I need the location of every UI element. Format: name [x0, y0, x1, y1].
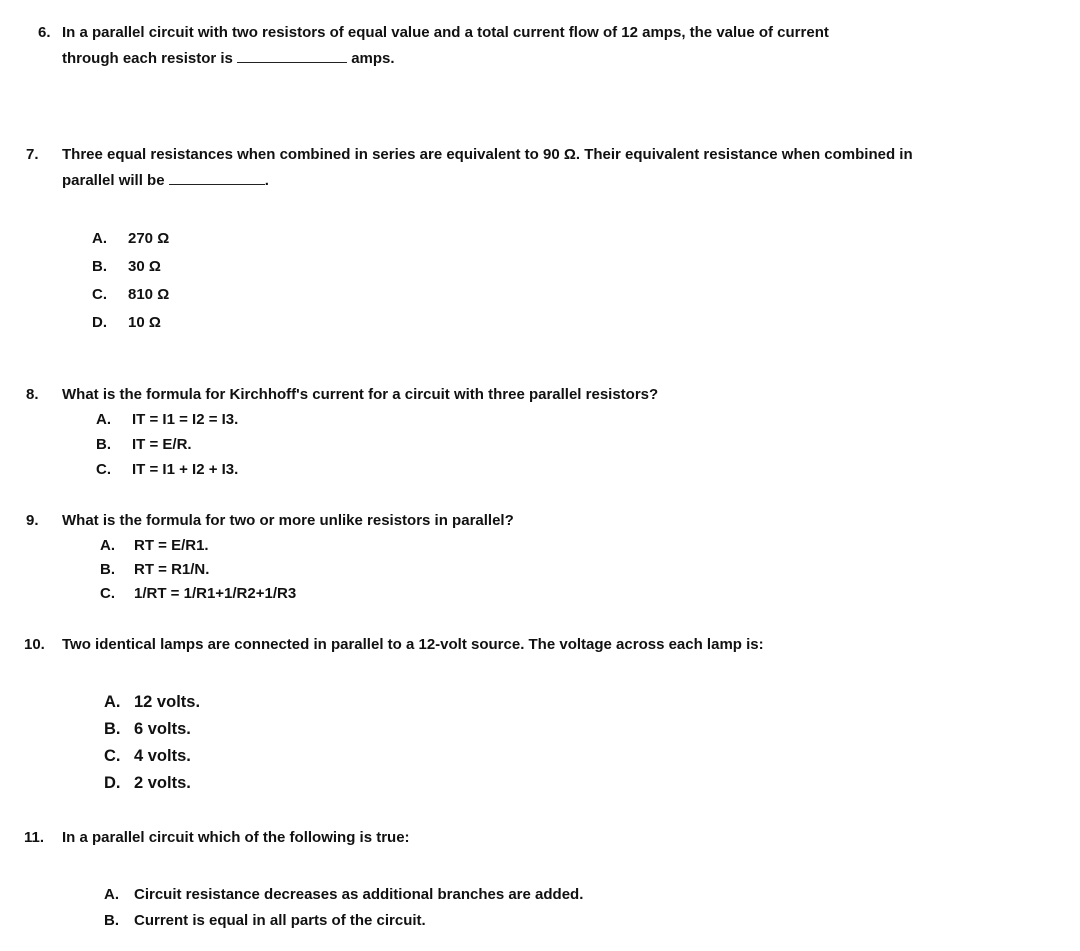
- option-letter: B.: [92, 258, 107, 275]
- option-text: IT = I1 + I2 + I3.: [132, 461, 239, 478]
- option-a: [96, 411, 238, 428]
- option-c: [96, 461, 238, 478]
- option-text: Current is equal in all parts of the circuit.: [134, 912, 426, 929]
- option-a: [104, 693, 200, 712]
- option-letter: A.: [104, 886, 119, 903]
- answer-blank: [237, 50, 347, 63]
- option-letter: D.: [104, 774, 121, 792]
- question-number: 9.: [26, 512, 39, 529]
- question-text: What is the formula for Kirchhoff's current for a circuit with three parallel resistors?: [62, 386, 659, 403]
- option-b: [104, 720, 191, 739]
- option-text: IT = E/R.: [132, 436, 192, 453]
- option-letter: B.: [104, 912, 119, 929]
- option-a: [92, 230, 169, 247]
- option-letter: C.: [92, 286, 107, 303]
- question-text: Three equal resistances when combined in series are equivalent to 90 Ω. Their equivalent resistance when combined in: [62, 146, 913, 163]
- option-letter: A.: [96, 411, 111, 428]
- question-text-after-blank: amps.: [351, 50, 395, 67]
- option-letter: A.: [92, 230, 107, 247]
- option-c: [92, 286, 169, 303]
- question-text-before-blank: through each resistor is: [62, 50, 233, 67]
- question-text: Two identical lamps are connected in parallel to a 12-volt source. The voltage across each lamp is:: [62, 636, 764, 653]
- question-number: 10.: [24, 636, 45, 653]
- option-b: [96, 436, 192, 453]
- option-text: 10 Ω: [128, 314, 161, 331]
- option-text: IT = I1 = I2 = I3.: [132, 411, 239, 428]
- question-number: 7.: [26, 146, 39, 163]
- option-a: [100, 537, 209, 554]
- option-letter: C.: [96, 461, 111, 478]
- question-text-line2: [62, 50, 395, 67]
- option-letter: D.: [92, 314, 107, 331]
- question-text-after-blank: .: [264, 172, 269, 189]
- option-a: [104, 886, 583, 903]
- question-text-line2: [62, 172, 269, 189]
- option-text: Circuit resistance decreases as additional branches are added.: [134, 886, 584, 903]
- option-b: [100, 561, 209, 578]
- question-text-before-blank: parallel will be: [62, 172, 165, 189]
- option-text: 810 Ω: [128, 286, 170, 303]
- option-b: [104, 912, 426, 929]
- option-b: [92, 258, 161, 275]
- option-letter: B.: [96, 436, 111, 453]
- question-number: 8.: [26, 386, 39, 403]
- option-text: RT = R1/N.: [134, 561, 210, 578]
- option-text: 4 volts.: [134, 747, 191, 765]
- option-text: 2 volts.: [134, 774, 191, 792]
- answer-blank: [169, 172, 265, 185]
- option-text: RT = E/R1.: [134, 537, 209, 554]
- option-c: [100, 585, 296, 602]
- option-letter: B.: [104, 720, 121, 738]
- option-text: 30 Ω: [128, 258, 161, 275]
- option-d: [92, 314, 161, 331]
- option-letter: A.: [104, 693, 121, 711]
- option-d: [104, 774, 191, 793]
- option-text: 1/RT = 1/R1+1/R2+1/R3: [134, 585, 297, 602]
- option-letter: B.: [100, 561, 115, 578]
- option-text: 270 Ω: [128, 230, 170, 247]
- question-number: 6.: [38, 24, 51, 41]
- option-letter: C.: [100, 585, 115, 602]
- option-text: 6 volts.: [134, 720, 191, 738]
- option-c: [104, 747, 191, 766]
- question-text: What is the formula for two or more unlike resistors in parallel?: [62, 512, 514, 529]
- option-letter: A.: [100, 537, 115, 554]
- question-number: 11.: [24, 829, 45, 846]
- question-text: In a parallel circuit with two resistors of equal value and a total current flow of 12 amps, the value of current: [62, 24, 829, 41]
- option-letter: C.: [104, 747, 121, 765]
- option-text: 12 volts.: [134, 693, 201, 711]
- question-text: In a parallel circuit which of the following is true:: [62, 829, 410, 846]
